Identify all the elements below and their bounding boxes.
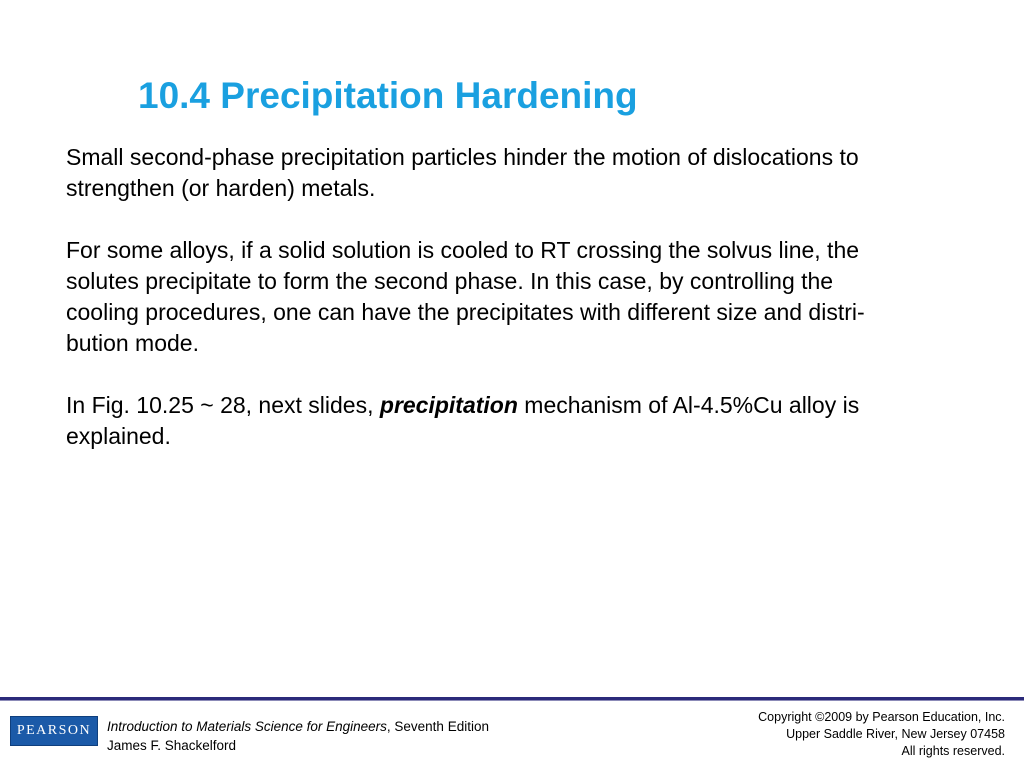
paragraph-3-suffix: mechanism of Al-4.5%Cu alloy is (517, 392, 860, 418)
book-edition: , Seventh Edition (386, 719, 489, 734)
paragraph-2-line-3: cooling procedures, one can have the precipitates with different size and distri- (66, 299, 865, 325)
paragraph-3-line-2: explained. (66, 423, 171, 449)
book-title-line (107, 717, 489, 736)
footer-divider-shadow (0, 700, 1024, 701)
paragraph-2-line-2: solutes precipitate to form the second phase. In this case, by controlling the (66, 268, 834, 294)
pearson-logo (10, 716, 98, 746)
paragraph-3-line-1 (66, 390, 966, 421)
paragraph-2 (66, 235, 966, 359)
book-title: Introduction to Materials Science for Engineers (107, 719, 387, 734)
paragraph-1 (66, 142, 966, 204)
book-info (107, 717, 489, 755)
paragraph-3 (66, 390, 966, 452)
paragraph-3-prefix: In Fig. 10.25 ~ 28, next slides, (66, 392, 380, 418)
paragraph-2-line-4: bution mode. (66, 330, 199, 356)
copyright-line-1: Copyright ©2009 by Pearson Education, Inc. (758, 710, 1005, 724)
paragraph-1-line-2: strengthen (or harden) metals. (66, 175, 376, 201)
copyright-line-3: All rights reserved. (901, 744, 1005, 758)
slide-body (66, 142, 966, 483)
book-author: James F. Shackelford (107, 738, 237, 753)
paragraph-3-emphasis: precipitation (379, 392, 518, 418)
pearson-logo-text: PEARSON (16, 723, 92, 738)
copyright-line-2: Upper Saddle River, New Jersey 07458 (786, 727, 1005, 741)
slide-title: 10.4 Precipitation Hardening (138, 75, 638, 116)
paragraph-2-line-1: For some alloys, if a solid solution is cooled to RT crossing the solvus line, the (66, 237, 860, 263)
paragraph-1-line-1: Small second-phase precipitation particles hinder the motion of dislocations to (66, 144, 859, 170)
copyright-notice (758, 709, 1005, 760)
